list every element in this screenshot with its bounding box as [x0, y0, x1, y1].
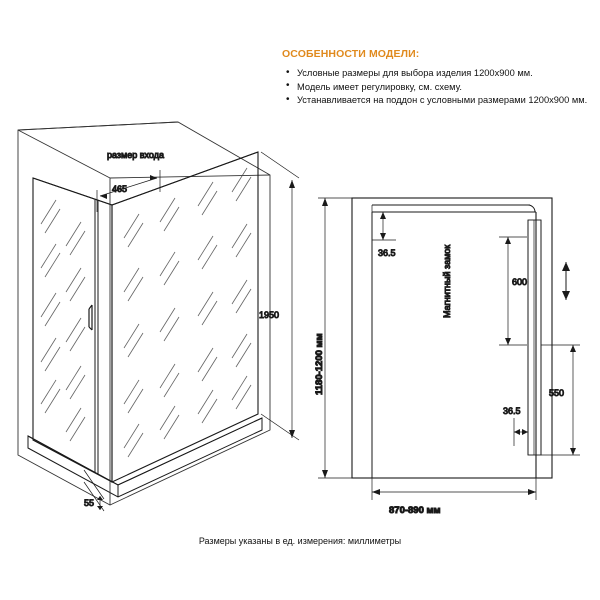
units-caption: Размеры указаны в ед. измерения: миллиметры [198, 536, 402, 546]
dim-top-offset-value: 36.5 [378, 248, 396, 258]
list-item: • Устанавливается на поддон с условными размерами 1200х900 мм. [297, 94, 592, 107]
dim-bottom-offset [514, 418, 528, 446]
list-item: • Модель имеет регулировку, см. схему. [297, 81, 592, 94]
list-item: • Условные размеры для выбора изделия 1200х900 мм. [297, 67, 592, 80]
dim-bottom-offset-value: 36.5 [503, 406, 521, 416]
glass-hatch-right [124, 168, 251, 457]
dim-lower-value: 550 [549, 388, 565, 398]
elevation-view [314, 198, 580, 516]
perspective-view [18, 122, 299, 511]
dim-base-value: 55 [84, 498, 95, 508]
dim-height-value: 1950 [259, 310, 280, 320]
dim-height-1950 [261, 152, 299, 440]
glass-hatch-left [41, 200, 85, 441]
features-title: ОСОБЕННОСТИ МОДЕЛИ: [282, 48, 420, 60]
dim-adjust-value: 600 [512, 277, 528, 287]
dim-lower-550 [541, 345, 580, 455]
dim-entrance-value: 465 [112, 184, 128, 194]
dim-side-height-value: 1180-1200 мм [314, 333, 325, 395]
dim-width [372, 478, 536, 500]
adjustment-arrow [562, 262, 570, 300]
dim-top-offset [372, 205, 396, 248]
dim-width-value: 870-890 мм [389, 505, 441, 516]
dim-entrance-label: размер входа [107, 150, 164, 160]
dim-adjust-600 [499, 237, 527, 345]
magnetic-lock-label: Магнитный замок [442, 244, 452, 318]
